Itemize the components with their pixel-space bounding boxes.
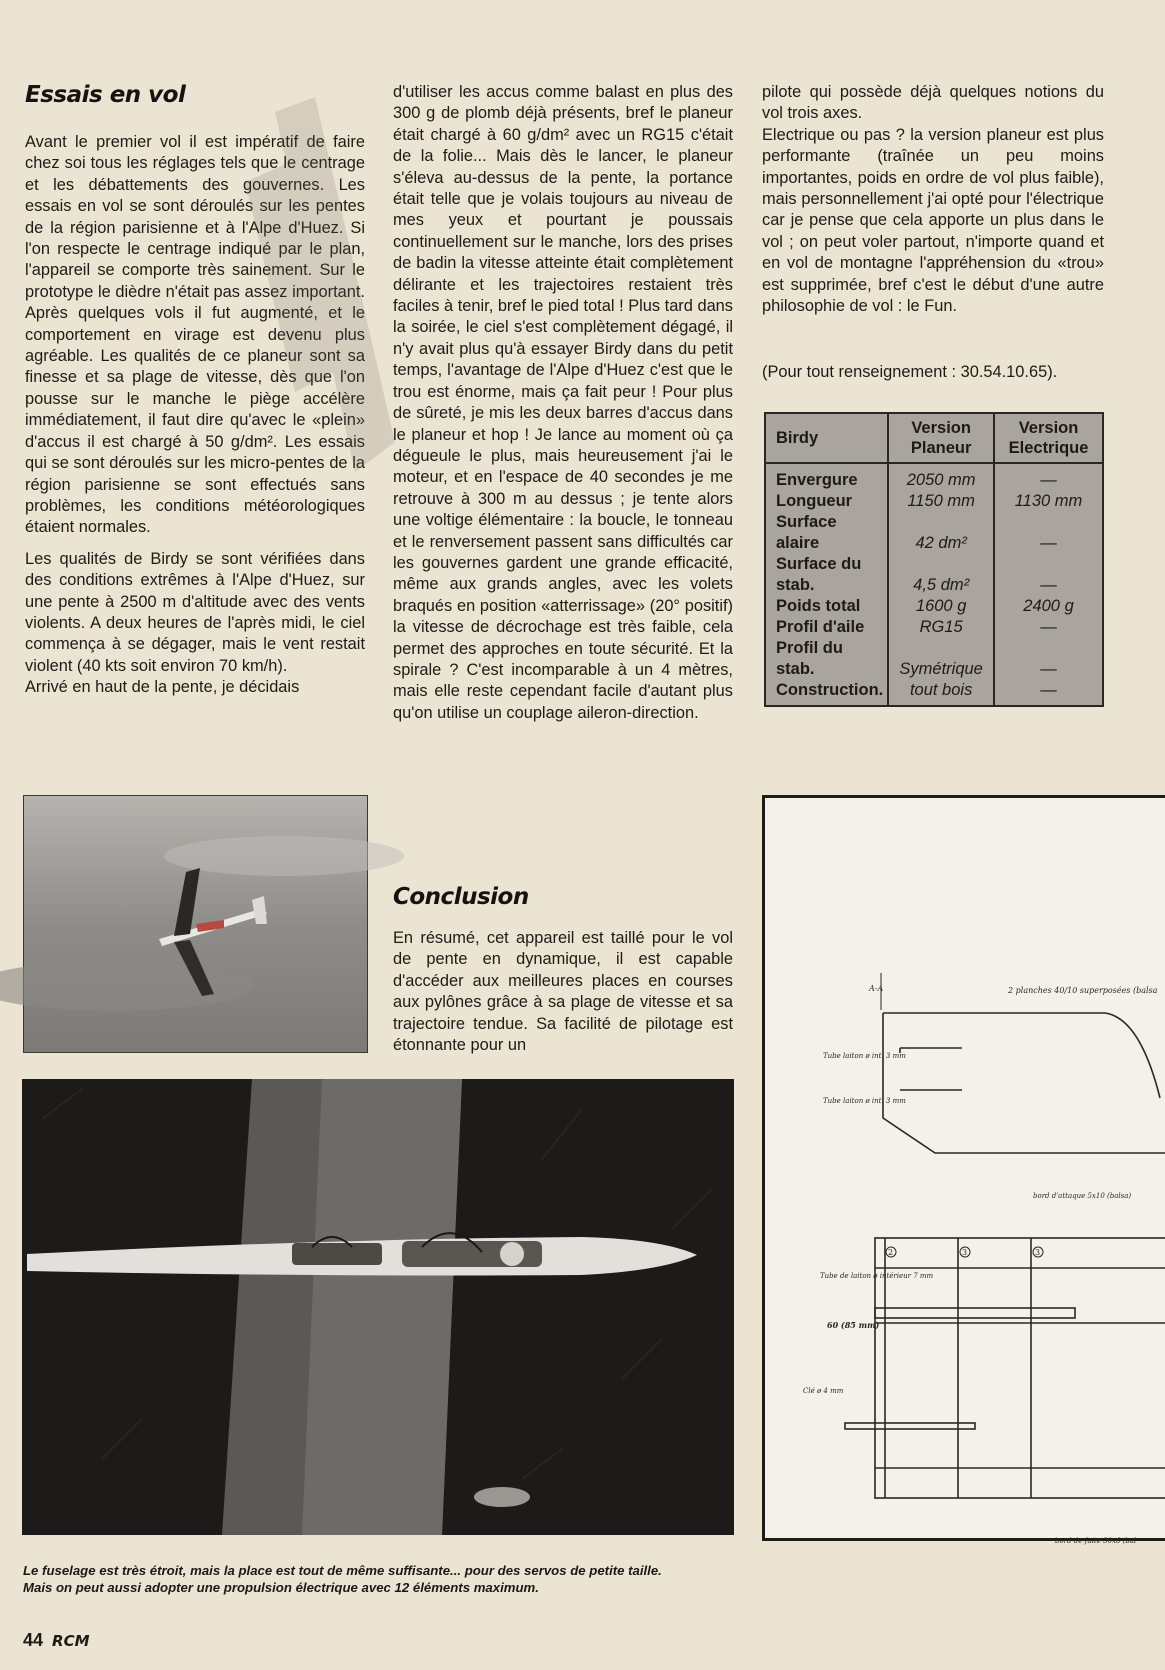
spec-table <box>764 412 1104 707</box>
cell-electrique: 2400 g <box>994 596 1103 617</box>
table-row <box>765 596 1103 617</box>
page-folio <box>23 1630 90 1651</box>
table-header: Version Electrique <box>994 413 1103 463</box>
section-heading-conclusion: Conclusion <box>393 884 529 910</box>
cell-planeur: Symétrique <box>888 638 994 680</box>
plan-label-key: Clé ø 4 mm <box>803 1387 844 1395</box>
table-header-row <box>765 413 1103 463</box>
cell-electrique: — <box>994 554 1103 596</box>
fuselage-photo <box>22 1079 734 1535</box>
cell-planeur: 42 dm² <box>888 512 994 554</box>
plan-drawing <box>765 798 1165 1545</box>
plan-label-tube1: Tube laiton ø int. 3 mm <box>823 1052 906 1060</box>
magazine-logo: RCM <box>52 1632 90 1650</box>
table-row <box>765 617 1103 638</box>
contact-line: (Pour tout renseignement : 30.54.10.65). <box>762 363 1058 381</box>
paragraph: Arrivé en haut de la pente, je décidais <box>25 678 300 697</box>
plan-label-depth: 60 (85 mm) <box>827 1320 880 1330</box>
row-label: Profil du stab. <box>765 638 888 680</box>
table-row <box>765 554 1103 596</box>
plan-label-tube3: Tube de laiton ø intérieur 7 mm <box>820 1272 934 1280</box>
cell-planeur: 4,5 dm² <box>888 554 994 596</box>
caption-line: Le fuselage est très étroit, mais la place est tout de même suffisante... pour des servos de petite taille. <box>23 1563 662 1578</box>
page-number: 44 <box>23 1630 44 1650</box>
plan-rib-number: 2 <box>888 1248 894 1257</box>
plan-label-top: 2 planches 40/10 superposées (balsa <box>1008 986 1158 995</box>
row-label: Envergure <box>765 463 888 491</box>
paragraph: d'utiliser les accus comme balast en plus des 300 g de plomb déjà présents, bref le planeur était chargé à 60 g/dm² avec un RG15 c'était de la folie... Mais dès le lancer, le planeur s'éleva au-dessus de la pente, la portance était telle que je volais toujours au niveau de mes yeux et pourtant je poussais continuellement sur le manche, lors des prises de badin la vitesse atteinte était complètement délirante et les trajectoires restaient très faciles à tenir, bref le pied total ! Plus tard dans la soirée, le ciel s'est complètement dégagé, il n'y avait plus qu'à essayer Birdy dans du petit temps, l'avantage de l'Alpe d'Huez c'est que le trou est énorme, mais ça fait peur ! Pour plus de sûreté, je mis les deux barres d'accus dans le planeur et hop ! Je lance au moment où ça dégueule le plus, mais heureusement j'ai le moteur, et en l'espace de 40 secondes je me retrouve à 300 m au dessus ; je tente alors une voltige élémentaire : la boucle, le tonneau et le renversement passent sans difficultés car les gouvernes gardent une grande efficacité, même aux grands angles, avec les volets braqués en position «atterrissage» (20° positif) la vitesse de décrochage est très faible, cela permet des approches en toute sécurité. Et la spirale ? C'est incomparable à un 4 mètres, mais elle reste cependant facile d'autant plus qu'on utilise un couplage aileron-direction. <box>393 83 733 722</box>
row-label: Surface du stab. <box>765 554 888 596</box>
caption-line: Mais on peut aussi adopter une propulsion électrique avec 12 éléments maximum. <box>23 1580 539 1595</box>
cell-electrique: 1130 mm <box>994 491 1103 512</box>
section-heading-essais: Essais en vol <box>25 82 186 108</box>
row-label: Construction. <box>765 680 888 706</box>
cell-electrique: — <box>994 617 1103 638</box>
row-label: Poids total <box>765 596 888 617</box>
row-label: Longueur <box>765 491 888 512</box>
table-header: Birdy <box>765 413 888 463</box>
paragraph: pilote qui possède déjà quelques notions du vol trois axes. <box>762 83 1104 123</box>
cell-planeur: 1150 mm <box>888 491 994 512</box>
table-row <box>765 512 1103 554</box>
cell-electrique: — <box>994 512 1103 554</box>
conclusion-paragraph: En résumé, cet appareil est taillé pour le vol de pente en dynamique, il est capable d'accéder aux meilleures places en courses aux pylônes grâce à sa plage de vitesse et sa trajectoire tendue. Sa facilité de pilotage est étonnante pour un <box>393 929 733 1055</box>
plan-label-trailing-edge: bord de fuite 30x6 (bal <box>1055 1537 1137 1545</box>
cell-electrique: — <box>994 463 1103 491</box>
photo-caption <box>23 1562 735 1596</box>
cell-planeur: 2050 mm <box>888 463 994 491</box>
plan-rib-number: 3 <box>1035 1248 1041 1257</box>
plan-label-section: A-A <box>869 984 884 993</box>
table-row <box>765 680 1103 706</box>
cell-planeur: tout bois <box>888 680 994 706</box>
glider-flight-illustration <box>24 796 367 1052</box>
construction-plan <box>762 795 1165 1545</box>
cell-planeur: RG15 <box>888 617 994 638</box>
plan-rib-number: 3 <box>962 1248 968 1257</box>
paragraph: Les qualités de Birdy se sont vérifiées dans des conditions extrêmes à l'Alpe d'Huez, sur une pente à 2500 m d'altitude avec des vents violents. A deux heures de l'après midi, le ciel commença à se dégager, mais le vent restait violent (40 kts soit environ 70 km/h). <box>25 549 365 675</box>
row-label: Profil d'aile <box>765 617 888 638</box>
cell-planeur: 1600 g <box>888 596 994 617</box>
column-2 <box>393 82 733 724</box>
fuselage-illustration <box>22 1079 734 1535</box>
cell-electrique: — <box>994 638 1103 680</box>
column-3 <box>762 82 1104 317</box>
plan-label-tube2: Tube laiton ø int. 3 mm <box>823 1097 906 1105</box>
paragraph: Avant le premier vol il est impératif de faire chez soi tous les réglages tels que le centrage et les débattements des gouvernes. Les essais en vol se sont déroulés sur les pentes de la région parisienne et à l'Alpe d'Huez. Si l'on respecte le centrage indiqué par le plan, l'appareil se comporte très sainement. Sur le prototype le dièdre n'était pas assez important. Après quelques vols il fut augmenté, et le comportement en virage est devenu plus agréable. Les qualités de ce planeur sont sa finesse et sa plage de vitesse, dès que l'on pousse sur le manche le piège accélère immédiatement, il faut dire qu'avec le «plein» d'accus il est chargé à 50 g/dm². Les essais qui se sont déroulés sur les micro-pentes de la région parisienne se sont effectués sans problèmes, les conditions météorologiques étaient normales. <box>25 133 365 537</box>
plan-label-leading-edge: bord d'attaque 5x10 (balsa) <box>1033 1192 1132 1200</box>
table-row <box>765 491 1103 512</box>
column-1 <box>25 132 365 699</box>
table-row <box>765 463 1103 491</box>
paragraph: Electrique ou pas ? la version planeur est plus performante (traînée un peu moins importantes, poids en ordre de vol plus faible), mais personnellement j'ai opté pour l'électrique car je pense que cela apporte un plus dans le vol ; on peut voler partout, n'importe quand et en vol de montagne l'appréhension du «trou» est supprimée, bref c'est le début d'une autre philosophie de vol : le Fun. <box>762 125 1104 316</box>
row-label: Surface alaire <box>765 512 888 554</box>
cell-electrique: — <box>994 680 1103 706</box>
glider-flight-photo <box>23 795 368 1053</box>
table-header: Version Planeur <box>888 413 994 463</box>
table-row <box>765 638 1103 680</box>
